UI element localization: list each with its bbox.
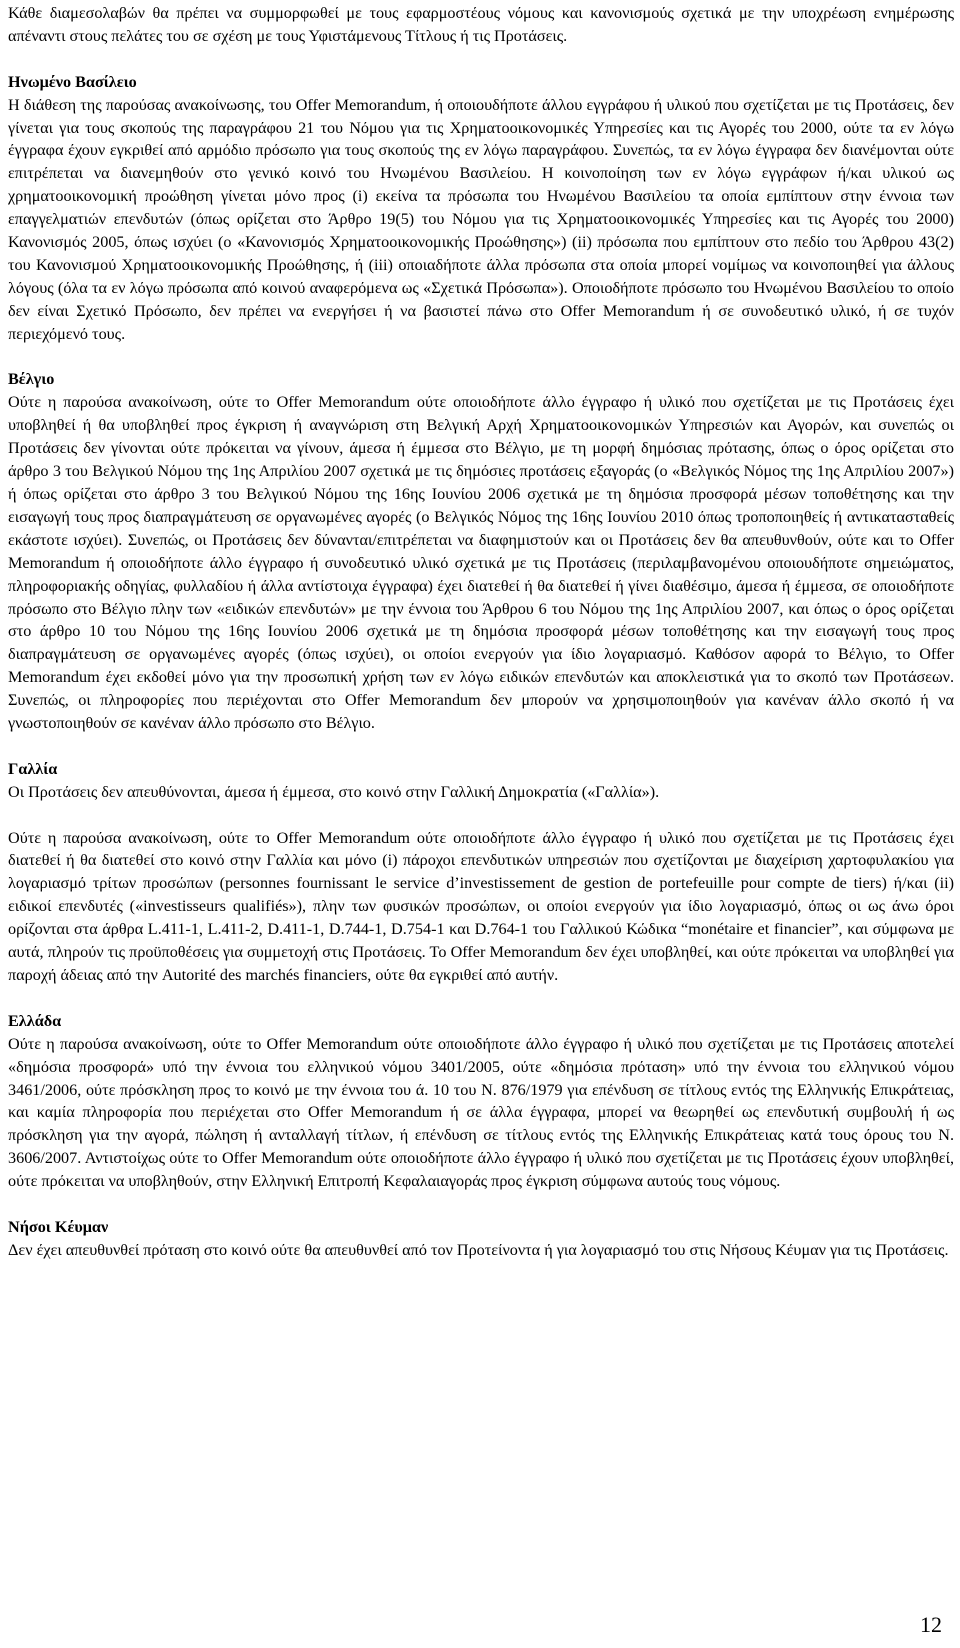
- section-heading-cayman-islands: Νήσοι Κέυμαν: [8, 1217, 109, 1236]
- section-france: [8, 758, 954, 987]
- section-united-kingdom: [8, 71, 954, 346]
- spacer: [8, 48, 954, 71]
- section-greece: [8, 1010, 954, 1193]
- section-heading-greece: Ελλάδα: [8, 1011, 62, 1030]
- section-heading-france: Γαλλία: [8, 759, 58, 778]
- section-paragraph-cayman-islands: Δεν έχει απευθυνθεί πρόταση στο κοινό ούτε θα απευθυνθεί από τον Προτείνοντα ή για λογαριασμό του στις Νήσους Κέυμαν για τις Προτάσεις.: [8, 1240, 949, 1259]
- spacer: [8, 735, 954, 758]
- section-paragraph-france-2: Ούτε η παρούσα ανακοίνωση, ούτε το Offer Memorandum ούτε οποιοδήποτε άλλο έγγραφο ή υλικό που σχετίζεται με τις Προτάσεις έχει διατεθεί ή θα διατεθεί στο κοινό στην Γαλλία και μόνο (i) πάροχοι επενδυτικών υπηρεσιών που σχετίζονται με διαχείριση χαρτοφυλακίου για λογαριασμό τρίτων προσώπων (personnes fournissant le service d’investissement de gestion de portefeuille pour compte de tiers) ή/και (ii) ειδικοί επενδυτές («investisseurs qualifiés»), πλην των φυσικών προσώπων, οι οποίοι ενεργούν για ίδιο λογαριασμό, όπως οι ως άνω όροι ορίζονται στα άρθρα L.411-1, L.411-2, D.411-1, D.744-1, D.754-1 και D.764-1 του Γαλλικού Κώδικα “monétaire et financier”, και σύμφωνα με αυτά, πληρούν τις προϋποθέσεις για συμμετοχή στις Προτάσεις. Το Offer Memorandum δεν έχει υποβληθεί, και ούτε πρόκειται να υποβληθεί για παροχή άδειας από την Autorité des marchés financiers, ούτε θα εγκριθεί από αυτήν.: [8, 828, 954, 984]
- spacer: [8, 804, 954, 827]
- section-paragraph-united-kingdom: Η διάθεση της παρούσας ανακοίνωσης, του Offer Memorandum, ή οποιουδήποτε άλλου εγγράφου ή υλικού που σχετίζεται με τις Προτάσεις, δεν γίνεται για τους σκοπούς της παραγράφου 21 του Νόμου για τις Χρηματοοικονομικές Υπηρεσίες και τις Αγορές του 2000, ούτε τα εν λόγω έγγραφα έχουν εγκριθεί από αρμόδιο πρόσωπο για τους σκοπούς της εν λόγω παραγράφου. Συνεπώς, τα εν λόγω έγγραφα δεν διανέμονται ούτε επιτρέπεται να διανεμηθούν στο γενικό κοινό του Ηνωμένου Βασιλείου. Η κοινοποίηση των εν λόγω εγγράφων ή/και υλικού ως χρηματοοικονομική προώθηση γίνεται μόνο προς (i) εκείνα τα πρόσωπα του Ηνωμένου Βασιλείου τα οποία εμπίπτουν στην έννοια των επαγγελματιών επενδυτών (όπως ορίζεται στο Άρθρο 19(5) του Νόμου για τις Χρηματοοικονομικές Υπηρεσίες και τις Αγορές του 2000) Κανονισμός 2005, όπως ισχύει (ο «Κανονισμός Χρηματοοικονομικής Προώθησης») (ii) πρόσωπα που εμπίπτουν στο πεδίο του Άρθρου 43(2) του Κανονισμού Χρηματοοικονομικής Προώθησης, ή (iii) οποιαδήποτε άλλα πρόσωπα στα οποία μπορεί νομίμως να κοινοποιηθεί για άλλους λόγους (όλα τα εν λόγω πρόσωπα από κοινού αναφερόμενα ως «Σχετικά Πρόσωπα»). Οποιοδήποτε πρόσωπο του Ηνωμένου Βασιλείου το οποίο δεν είναι Σχετικό Πρόσωπο, δεν πρέπει να ενεργήσει ή να βασιστεί πάνω στο Offer Memorandum ή σε συνοδευτικό υλικό, ή σε τυχόν περιεχόμενό τους.: [8, 95, 954, 343]
- section-cayman-islands: [8, 1216, 954, 1262]
- spacer: [8, 1193, 954, 1216]
- spacer: [8, 346, 954, 369]
- section-paragraph-greece: Ούτε η παρούσα ανακοίνωση, ούτε το Offer Memorandum ούτε οποιοδήποτε άλλο έγγραφο ή υλικό που σχετίζεται με τις Προτάσεις αποτελεί «δημόσια προσφορά» υπό την έννοια του ελληνικού νόμου 3401/2005, ούτε «δημόσια πρόταση» υπό την έννοια του ελληνικού νόμου 3461/2006, ούτε πρόσκληση προς το κοινό με την έννοια του ά. 10 του Ν. 876/1979 για επένδυση σε τίτλους εντός της Ελληνικής Επικράτειας, και καμία πληροφορία που περιέχεται στο Offer Memorandum ή σε άλλα έγγραφα, μπορεί να θεωρηθεί ως επενδυτική συμβουλή ή ως πρόσκληση για την αγορά, πώληση ή ανταλλαγή τίτλων, ή επένδυση σε τίτλους εντός της Ελληνικής Επικράτειας κατά τους όρους του Ν. 3606/2007. Αντιστοίχως ούτε το Offer Memorandum ούτε οποιοδήποτε άλλο έγγραφο ή υλικό που σχετίζεται με τις Προτάσεις έχουν υποβληθεί, ούτε πρόκειται να υποβληθούν, στην Ελληνική Επιτροπή Κεφαλαιαγοράς προς έγκριση σύμφωνα αυτούς τους νόμους.: [8, 1034, 954, 1191]
- page-number: 12: [920, 1612, 942, 1637]
- spacer: [8, 987, 954, 1010]
- document-page: [8, 2, 954, 1262]
- section-heading-belgium: Βέλγιο: [8, 370, 55, 389]
- section-belgium: [8, 368, 954, 735]
- section-paragraph-belgium: Ούτε η παρούσα ανακοίνωση, ούτε το Offer Memorandum ούτε οποιοδήποτε άλλο έγγραφο ή υλικό που σχετίζεται με τις Προτάσεις έχει υποβληθεί ή θα υποβληθεί προς έγκριση ή αναγνώριση στη Βελγική Αρχή Χρηματοοικονομικών Υπηρεσιών και Αγορών, και συνεπώς οι Προτάσεις δεν γίνονται ούτε πρόκειται να γίνουν, άμεσα ή έμμεσα στο Βέλγιο, με τη μορφή δημόσιας πρότασης, όπως ο όρος ορίζεται στο άρθρο 3 του Βελγικού Νόμου της 1ης Απριλίου 2007 σχετικά με τις δημόσιες προτάσεις εξαγοράς (ο «Βελγικός Νόμος της 1ης Απριλίου 2007») ή όπως ορίζεται στο άρθρο 3 του Βελγικού Νόμου της 16ης Ιουνίου 2006 σχετικά με τη δημόσια προσφορά μέσων τοποθέτησης και την εισαγωγή τους προς διαπραγμάτευση σε οργανωμένες αγορές (ο Βελγικός Νόμος της 16ης Ιουνίου 2010 όπως τροποποιηθείς ή αντικατασταθείς εκάστοτε ισχύει). Συνεπώς, οι Προτάσεις δεν δύνανται/επιτρέπεται να διαφημιστούν και οι Προτάσεις δεν θα απευθυνθούν, ούτε και το Offer Memorandum ή οποιοδήποτε άλλο έγγραφο ή συνοδευτικό υλικό σχετικά με τις Προτάσεις (περιλαμβανομένου οποιουδήποτε σημειώματος, πληροφοριακής οδηγίας, φυλλαδίου ή άλλα αντίστοιχα έγγραφα) έχει διατεθεί ή θα διατεθεί ή γίνει διαθέσιμο, άμεσα ή έμμεσα, σε οποιοδήποτε πρόσωπο στο Βέλγιο πλην των «ειδικών επενδυτών» με την έννοια του Άρθρου 6 του Νόμου της 1ης Απριλίου 2007, και όπως ο όρος ορίζεται στο άρθρο 10 του Νόμου της 16ης Ιουνίου 2006 σχετικά με τη δημόσια προσφορά μέσων τοποθέτησης και την εισαγωγή τους προς διαπραγμάτευση σε οργανωμένες αγορές (όπως ισχύει), οι οποίοι ενεργούν για ίδιο λογαριασμό. Καθόσον αφορά το Βέλγιο, το Offer Memorandum έχει εκδοθεί μόνο για την προσωπική χρήση των εν λόγω ειδικών επενδυτών και αποκλειστικά για το σκοπό των Προτάσεων. Συνεπώς, οι πληροφορίες που περιέχονται στο Offer Memorandum δεν μπορούν να χρησιμοποιηθούν για κανέναν άλλο σκοπό ή να γνωστοποιηθούν σε κανέναν άλλο πρόσωπο στο Βέλγιο.: [8, 393, 954, 733]
- section-paragraph-france-1: Οι Προτάσεις δεν απευθύνονται, άμεσα ή έμμεσα, στο κοινό στην Γαλλική Δημοκρατία («Γαλλία»).: [8, 782, 660, 801]
- section-heading-united-kingdom: Ηνωμένο Βασίλειο: [8, 72, 137, 91]
- intro-paragraph: Κάθε διαμεσολαβών θα πρέπει να συμμορφωθεί με τους εφαρμοστέους νόμους και κανονισμούς σχετικά με την υποχρέωση ενημέρωσης απέναντι στους πελάτες του σε σχέση με τους Υφιστάμενους Τίτλους ή τις Προτάσεις.: [8, 4, 954, 45]
